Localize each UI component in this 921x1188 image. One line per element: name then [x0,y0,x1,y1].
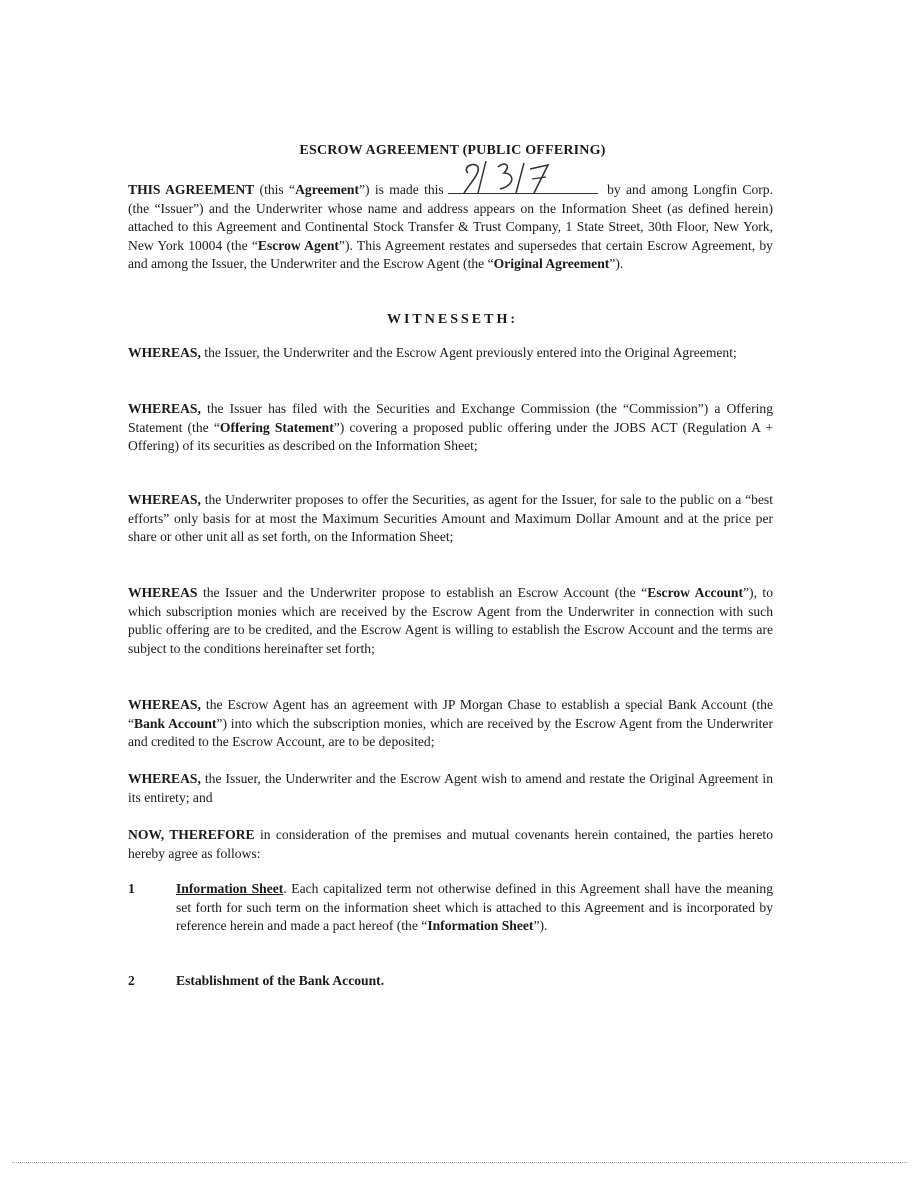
section-2 [128,972,778,992]
section-number: 1 [128,881,135,896]
intro-text-5: ”). [609,256,624,272]
whereas-lead: WHEREAS, [128,697,201,712]
whereas-lead: WHEREAS, [128,492,201,507]
offering-statement-term: Offering Statement [219,419,334,435]
section-1 [128,880,778,955]
section-heading: Establishment of the Bank Account. [176,973,385,988]
whereas-paragraph-1 [128,344,773,363]
agreement-term: Agreement [295,182,359,197]
whereas-text: the Issuer, the Underwriter and the Escrow Agent previously entered into the Original Agreement; [200,345,737,360]
date-line [448,179,598,194]
intro-text-4: ”). This Agreement restates and supersedes that certain Escrow Agreement, by and among the Issuer, the Underwriter and the Escrow Agent (the “ [128,237,773,272]
section-text: ”). [533,918,548,934]
section-heading: Information Sheet [176,881,284,896]
whereas-paragraph-2 [128,400,773,456]
escrow-agent-term: Escrow Agent [257,237,339,253]
handwritten-date-signature [458,159,568,195]
whereas-lead: WHEREAS [128,585,198,600]
escrow-account-term: Escrow Account [647,585,744,600]
whereas-text: the Escrow Agent has an agreement with JP Morgan Chase to establish a special Bank Account (the “ [128,697,773,731]
agreement-title: ESCROW AGREEMENT (PUBLIC OFFERING) [299,143,606,158]
section-number: 2 [128,973,135,988]
section-text: . Each capitalized term not otherwise defined in this Agreement shall have the meaning set forth for such term on the information sheet which is attached to this Agreement and is incorporated by reference herein and made a pact hereof (the “ [176,881,774,934]
whereas-text: the Underwriter proposes to offer the Securities, as agent for the Issuer, for sale to the public on a “best efforts” only basis for at most the Maximum Securities Amount and Maximum Dollar Amount and at the price per share or other unit all as set forth, on the Information Sheet; [128,492,773,545]
whereas-paragraph-4 [128,584,773,658]
page-bottom-divider [12,1162,907,1163]
whereas-lead: WHEREAS, [128,401,201,416]
now-therefore-paragraph [128,826,773,863]
witnesseth-heading: WITNESSETH: [386,312,519,327]
bank-account-term: Bank Account [134,715,217,731]
whereas-paragraph-6 [128,770,773,807]
section-body [176,880,773,936]
intro-text-1: (this “ [254,182,296,197]
whereas-lead: WHEREAS, [128,345,201,360]
whereas-text: the Issuer, the Underwriter and the Escrow Agent wish to amend and restate the Original Agreement in its entirety; and [128,771,773,805]
original-agreement-term: Original Agreement [493,256,610,272]
whereas-paragraph-5 [128,696,773,752]
intro-paragraph [128,179,773,274]
whereas-text: ”) covering a proposed public offering under the JOBS ACT (Regulation A + Offering) of its securities as described on the Information Sheet; [128,419,773,454]
whereas-text: the Issuer and the Underwriter propose to establish an Escrow Account (the “ [197,585,648,600]
whereas-lead: WHEREAS, [128,771,201,786]
intro-text-3: by and among Longfin Corp. (the “Issuer”) and the Underwriter whose name and address appears on the Information Sheet (as defined herein) attached to this Agreement and Continental Stock Transfer & Trust Company, 1 State Street, 30th Floor, New York, New York 10004 (the “ [128,182,774,253]
whereas-text: ”), to which subscription monies which are received by the Escrow Agent from the Underwriter in connection with such public offering are to be credited, and the Escrow Agent is willing to establish the Escrow Account and the terms are subject to the conditions hereinafter set forth; [128,585,773,656]
intro-text-2: ”) is made this [359,182,444,197]
intro-lead: THIS AGREEMENT [128,182,255,197]
whereas-text: the Issuer has filed with the Securities and Exchange Commission (the “Commission”) a Offering Statement (the “ [128,401,773,435]
whereas-paragraph-3 [128,491,773,547]
now-therefore-text: in consideration of the premises and mutual covenants herein contained, the parties hereto hereby agree as follows: [128,827,774,861]
whereas-text: ”) into which the subscription monies, which are received by the Escrow Agent from the Underwriter and credited to the Escrow Account, are to be deposited; [128,715,773,750]
now-therefore-lead: NOW, THEREFORE [128,827,255,842]
information-sheet-term: Information Sheet [427,918,534,934]
